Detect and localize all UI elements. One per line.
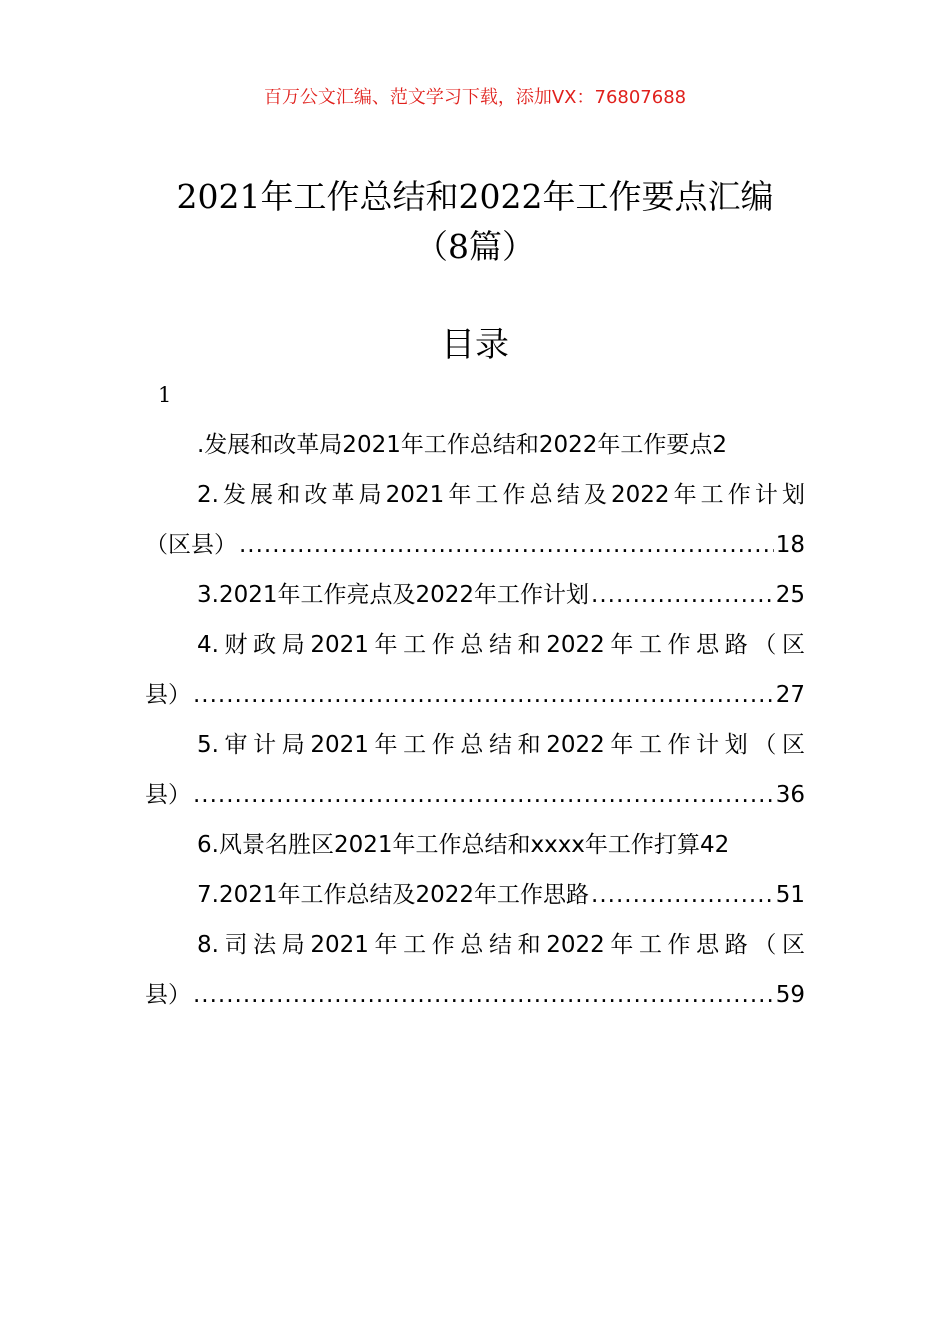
toc-entry-title: 6.风景名胜区2021年工作总结和xxxx年工作打算 — [197, 832, 700, 858]
toc-entry-2[interactable] — [145, 470, 805, 520]
toc-entry-page: 18 — [775, 532, 805, 558]
toc-entry-title-cont: 县） — [145, 682, 191, 708]
toc-entry-title-cont: 县） — [145, 982, 191, 1008]
toc-leader — [193, 670, 774, 720]
toc-entry-title: .发展和改革局2021年工作总结和2022年工作要点 — [197, 432, 713, 458]
title-line-1: 2021年工作总结和2022年工作要点汇编 — [176, 177, 774, 216]
toc-entry-7[interactable] — [145, 870, 805, 920]
toc-entry-8-cont[interactable] — [145, 970, 805, 1020]
toc-entry-page: 25 — [775, 582, 805, 608]
toc-entry-1[interactable] — [145, 420, 805, 470]
download-banner: 百万公文汇编、范文学习下载，添加VX：76807688 — [263, 87, 687, 108]
toc-entry-page: 59 — [775, 982, 805, 1008]
toc-entry-5-cont[interactable] — [145, 770, 805, 820]
toc-entry-2-cont[interactable] — [145, 520, 805, 570]
toc-entry-8[interactable] — [145, 920, 805, 970]
document-title — [100, 172, 850, 272]
toc-entry-page: 36 — [775, 782, 805, 808]
toc-entry-5[interactable] — [145, 720, 805, 770]
toc-entry-title: 4.财政局2021年工作总结和2022年工作思路（区 — [197, 632, 805, 658]
toc-entry-4[interactable] — [145, 620, 805, 670]
toc-entry-title: 5.审计局2021年工作总结和2022年工作计划（区 — [197, 732, 805, 758]
toc-entry-3[interactable] — [145, 570, 805, 620]
toc-entry-page: 42 — [699, 832, 730, 858]
toc-entry-page: 51 — [775, 882, 805, 908]
toc-entry-title-cont: （区县） — [145, 532, 237, 558]
toc-leader — [239, 520, 774, 570]
title-line-2: （8篇） — [415, 227, 535, 266]
toc-leader — [193, 770, 774, 820]
toc-leader — [591, 570, 774, 620]
toc-entry-title: 7.2021年工作总结及2022年工作思路 — [197, 882, 590, 908]
stray-number: 1 — [158, 383, 172, 407]
toc-entry-title: 8.司法局2021年工作总结和2022年工作思路（区 — [197, 932, 805, 958]
toc-entry-title: 3.2021年工作亮点及2022年工作计划 — [197, 582, 590, 608]
toc-entry-page: 27 — [775, 682, 805, 708]
toc-entry-6[interactable] — [145, 820, 805, 870]
toc-heading: 目录 — [441, 325, 509, 365]
toc-entry-4-cont[interactable] — [145, 670, 805, 720]
toc-leader — [591, 870, 774, 920]
toc-leader — [193, 970, 774, 1020]
toc-entry-title-cont: 县） — [145, 782, 191, 808]
toc-entry-title: 2.发展和改革局2021年工作总结及2022年工作计划 — [197, 482, 805, 508]
toc-entry-page: 2 — [712, 432, 728, 458]
